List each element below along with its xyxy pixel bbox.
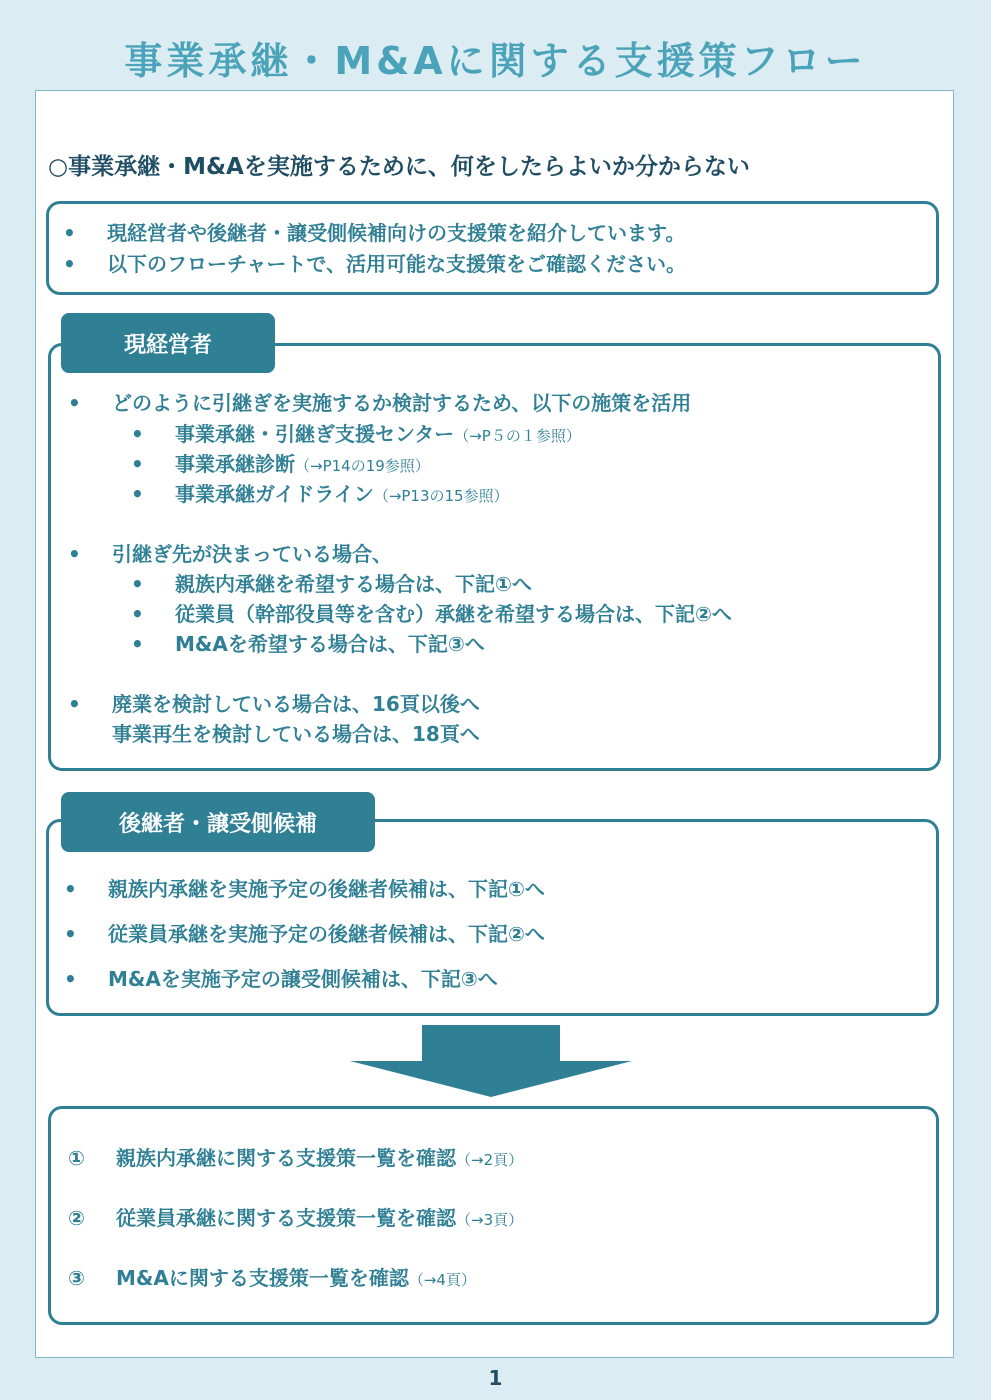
page-reference: （→P５の１参照） [454, 427, 581, 445]
owner-section-tab: 現経営者 [61, 313, 275, 373]
owner-sub-text: 従業員（幹部役員等を含む）承継を希望する場合は、下記②へ [175, 602, 732, 626]
owner-sub-text: 事業承継診断 [175, 452, 295, 476]
page-number: 1 [488, 1366, 503, 1390]
bullet: • [131, 452, 144, 476]
page-reference: （→P13の15参照） [373, 487, 509, 505]
bullet: • [131, 422, 144, 446]
result-item [68, 1142, 523, 1171]
bullet: • [64, 967, 77, 991]
bullet: • [68, 692, 81, 716]
bullet: • [68, 542, 81, 566]
result-item [68, 1202, 523, 1231]
owner-sub-text: 親族内承継を希望する場合は、下記①へ [175, 572, 532, 596]
result-text: 従業員承継に関する支援策一覧を確認 [116, 1206, 456, 1230]
bullet: • [68, 391, 81, 415]
result-number: ① [68, 1146, 85, 1170]
bullet: • [64, 922, 77, 946]
question-heading: ○事業承継・M&Aを実施するために、何をしたらよいか分からない [48, 154, 750, 180]
intro-line-text: 以下のフローチャートで、活用可能な支援策をご確認ください。 [107, 252, 686, 276]
bullet: • [63, 252, 76, 276]
bullet: • [131, 602, 144, 626]
successor-item-text: 親族内承継を実施予定の後継者候補は、下記①へ [108, 877, 545, 901]
bullet: • [131, 572, 144, 596]
result-item [68, 1262, 476, 1291]
page-title: 事業承継・M&Aに関する支援策フロー [124, 39, 867, 83]
result-number: ③ [68, 1266, 85, 1290]
successor-item-text: 従業員承継を実施予定の後継者候補は、下記②へ [108, 922, 545, 946]
owner-sub-text: 事業承継・引継ぎ支援センター [175, 422, 455, 446]
page-reference: （→2頁） [456, 1151, 524, 1169]
result-number: ② [68, 1206, 85, 1230]
result-text: 親族内承継に関する支援策一覧を確認 [116, 1146, 456, 1170]
owner-bullet-text: どのように引継ぎを実施するか検討するため、以下の施策を活用 [112, 391, 692, 415]
owner-sub-text: 事業承継ガイドライン [175, 482, 374, 506]
intro-line-text: 現経営者や後継者・譲受側候補向けの支援策を紹介しています。 [107, 221, 686, 245]
page-reference: （→4頁） [408, 1271, 476, 1289]
bullet: • [131, 482, 144, 506]
owner-sub-text: M&Aを希望する場合は、下記③へ [175, 632, 485, 656]
page-reference: （→P14の19参照） [295, 457, 430, 475]
owner-bullet-3-cont: 事業再生を検討している場合は、18頁へ [112, 722, 480, 746]
successor-item-text: M&Aを実施予定の譲受側候補は、下記③へ [108, 967, 498, 991]
bullet: • [63, 221, 76, 245]
bullet: • [131, 632, 144, 656]
bullet: • [64, 877, 77, 901]
result-text: M&Aに関する支援策一覧を確認 [116, 1266, 409, 1290]
page-reference: （→3頁） [456, 1211, 524, 1229]
owner-bullet-text: 廃業を検討している場合は、16頁以後へ [112, 692, 480, 716]
owner-bullet-text: 引継ぎ先が決まっている場合、 [112, 542, 392, 566]
successor-section-tab: 後継者・譲受側候補 [61, 792, 375, 852]
